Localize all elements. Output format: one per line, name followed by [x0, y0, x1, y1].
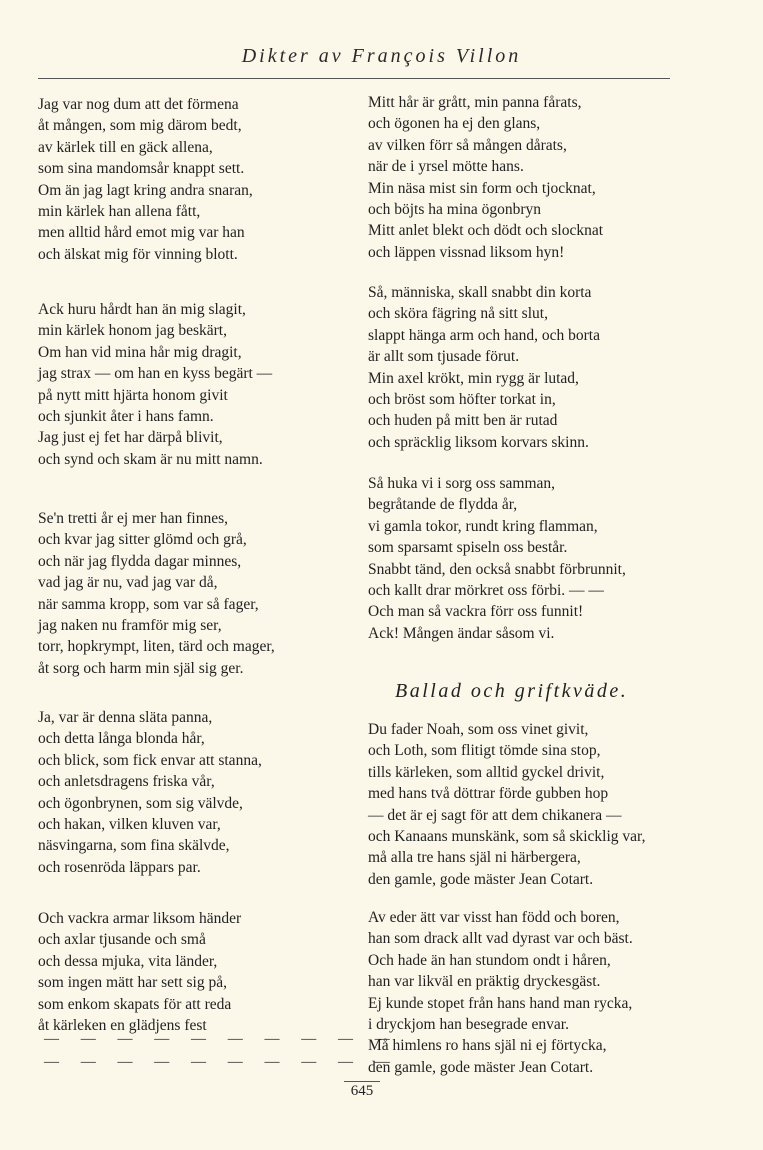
verse-line: och dessa mjuka, vita länder, [38, 952, 218, 970]
verse-line: åt sorg och harm min själ sig ger. [38, 659, 244, 677]
verse-line: torr, hopkrympt, liten, tärd och mager, [38, 638, 275, 656]
verse-line: den gamle, gode mäster Jean Cotart. [368, 1058, 594, 1076]
verse-line: Jag var nog dum att det förmena [38, 96, 239, 113]
verse-line: näsvingarna, som fina skälvde, [38, 837, 230, 855]
verse-line: jag strax — om han en kyss begärt — [38, 365, 273, 383]
verse-line: Så huka vi i sorg oss samman, [368, 475, 555, 492]
verse-line: och synd och skam är nu mitt namn. [38, 450, 263, 468]
verse-line: vi gamla tokor, rundt kring flamman, [368, 517, 598, 535]
verse-line: och sköra fägring nå sitt slut, [368, 305, 548, 323]
verse-line: och när jag flydda dagar minnes, [38, 552, 242, 570]
stanza [38, 707, 262, 878]
verse-line: i dryckjom han besegrade envar. [368, 1015, 569, 1033]
stanza [368, 719, 645, 890]
page-number: 645 [344, 1081, 380, 1100]
verse-line: men alltid hård emot mig var han [38, 224, 245, 242]
stanza [38, 94, 253, 265]
verse-line: min kärlek han allena fått, [38, 202, 201, 220]
verse-line: den gamle, gode mäster Jean Cotart. [368, 870, 594, 888]
verse-line: Se'n tretti år ej mer han finnes, [38, 510, 229, 527]
stanza [38, 908, 241, 1036]
stanza [368, 907, 633, 1078]
verse-line: Ja, var är denna släta panna, [38, 709, 213, 726]
verse-line: — det är ej sagt för att dem chikanera — [368, 806, 622, 824]
ellipsis-dashes: — — — — — — — — — — [44, 1031, 399, 1047]
verse-line: Om än jag lagt kring andra snaran, [38, 181, 253, 199]
verse-line: Min axel krökt, min rygg är lutad, [368, 369, 579, 387]
verse-line: Och man så vackra förr oss funnit! [368, 603, 584, 621]
verse-line: Ack huru hårdt han än mig slagit, [38, 301, 246, 318]
verse-line: jag naken nu framför mig ser, [38, 616, 222, 634]
verse-line: när samma kropp, som var så fager, [38, 595, 259, 613]
verse-line: som enkom skapats för att reda [38, 995, 232, 1013]
verse-line: som sina mandomsår knappt sett. [38, 160, 245, 178]
verse-line: Ej kunde stopet från hans hand man rycka, [368, 994, 633, 1012]
verse-line: och kvar jag sitter glömd och grå, [38, 531, 247, 549]
verse-line: när de i yrsel mötte hans. [368, 158, 524, 176]
verse-line: han som drack allt vad dyrast var och bäst. [368, 930, 633, 948]
header-rule [38, 78, 670, 79]
running-header: Dikter av François Villon [241, 45, 522, 67]
verse-line: och böjts ha mina ögonbryn [368, 200, 542, 218]
verse-line: och detta långa blonda hår, [38, 730, 205, 748]
verse-line: vad jag är nu, vad jag var då, [38, 574, 218, 592]
verse-line: och hakan, vilken kluven var, [38, 815, 221, 833]
stanza [368, 282, 600, 453]
poem-title: Ballad och griftkväde. [395, 680, 629, 702]
verse-line: och ögonen ha ej den glans, [368, 115, 541, 133]
verse-line: och axlar tjusande och små [38, 931, 206, 949]
verse-line: och bröst som höfter torkat in, [368, 390, 556, 408]
verse-line: må alla tre hans själ ni härbergera, [368, 849, 581, 867]
verse-line: och huden på mitt ben är rutad [368, 412, 558, 430]
verse-line: Mitt anlet blekt och dödt och slocknat [368, 222, 604, 240]
verse-line: tills kärleken, som alltid gyckel drivit, [368, 763, 605, 781]
verse-line: begråtande de flydda år, [368, 496, 518, 514]
stanza [368, 473, 626, 644]
verse-line: och blick, som fick envar att stanna, [38, 751, 262, 769]
stanza [368, 92, 603, 263]
verse-line: som sparsamt spiseln oss består. [368, 539, 568, 557]
stanza [38, 299, 272, 470]
verse-line: på nytt mitt hjärta honom givit [38, 386, 228, 404]
verse-line: Min näsa mist sin form och tjocknat, [368, 179, 596, 197]
verse-line: Och hade än han stundom ondt i håren, [368, 951, 611, 969]
verse-line: av kärlek till en gäck allena, [38, 138, 213, 156]
verse-line: åt kärleken en glädjens fest [38, 1016, 207, 1034]
verse-line: och spräcklig liksom korvars skinn. [368, 433, 589, 451]
verse-line: och Loth, som flitigt tömde sina stop, [368, 742, 601, 760]
verse-line: Om han vid mina hår mig dragit, [38, 343, 242, 361]
verse-line: och sjunkit åter i hans famn. [38, 407, 214, 425]
verse-line: av vilken förr så mången dårats, [368, 136, 567, 154]
verse-line: Så, människa, skall snabbt din korta [368, 284, 592, 301]
verse-line: och ögonbrynen, som sig välvde, [38, 794, 243, 812]
verse-line: som ingen mätt har sett sig på, [38, 974, 227, 992]
verse-line: med hans två döttrar förde gubben hop [368, 785, 609, 803]
verse-line: åt mången, som mig därom bedt, [38, 117, 242, 135]
verse-line: Jag just ej fet har därpå blivit, [38, 429, 223, 447]
verse-line: Mitt hår är grått, min panna fårats, [368, 94, 582, 111]
verse-line: min kärlek honom jag beskärt, [38, 322, 227, 340]
verse-line: och kallt drar mörkret oss förbi. — — [368, 581, 604, 599]
verse-line: Av eder ätt var visst han född och boren, [368, 909, 620, 926]
verse-line: Du fader Noah, som oss vinet givit, [368, 721, 589, 738]
verse-line: Snabbt tänd, den också snabbt förbrunnit, [368, 560, 626, 578]
verse-line: och rosenröda läppars par. [38, 858, 201, 876]
verse-line: och anletsdragens friska vår, [38, 773, 215, 791]
stanza [38, 508, 275, 679]
verse-line: slappt hänga arm och hand, och borta [368, 326, 600, 344]
verse-line: och älskat mig för vinning blott. [38, 245, 238, 263]
verse-line: och läppen vissnad liksom hyn! [368, 243, 565, 261]
verse-line: och Kanaans munskänk, som så skicklig var, [368, 827, 646, 845]
verse-line: Och vackra armar liksom händer [38, 910, 242, 927]
verse-line: är allt som tjusade förut. [368, 348, 520, 366]
verse-line: Må himlens ro hans själ ni ej förtycka, [368, 1037, 607, 1055]
verse-line: Ack! Mången ändar såsom vi. [368, 624, 555, 642]
ellipsis-dashes: — — — — — — — — — — [44, 1054, 399, 1070]
verse-line: han var likväl en präktig dryckesgäst. [368, 973, 601, 991]
